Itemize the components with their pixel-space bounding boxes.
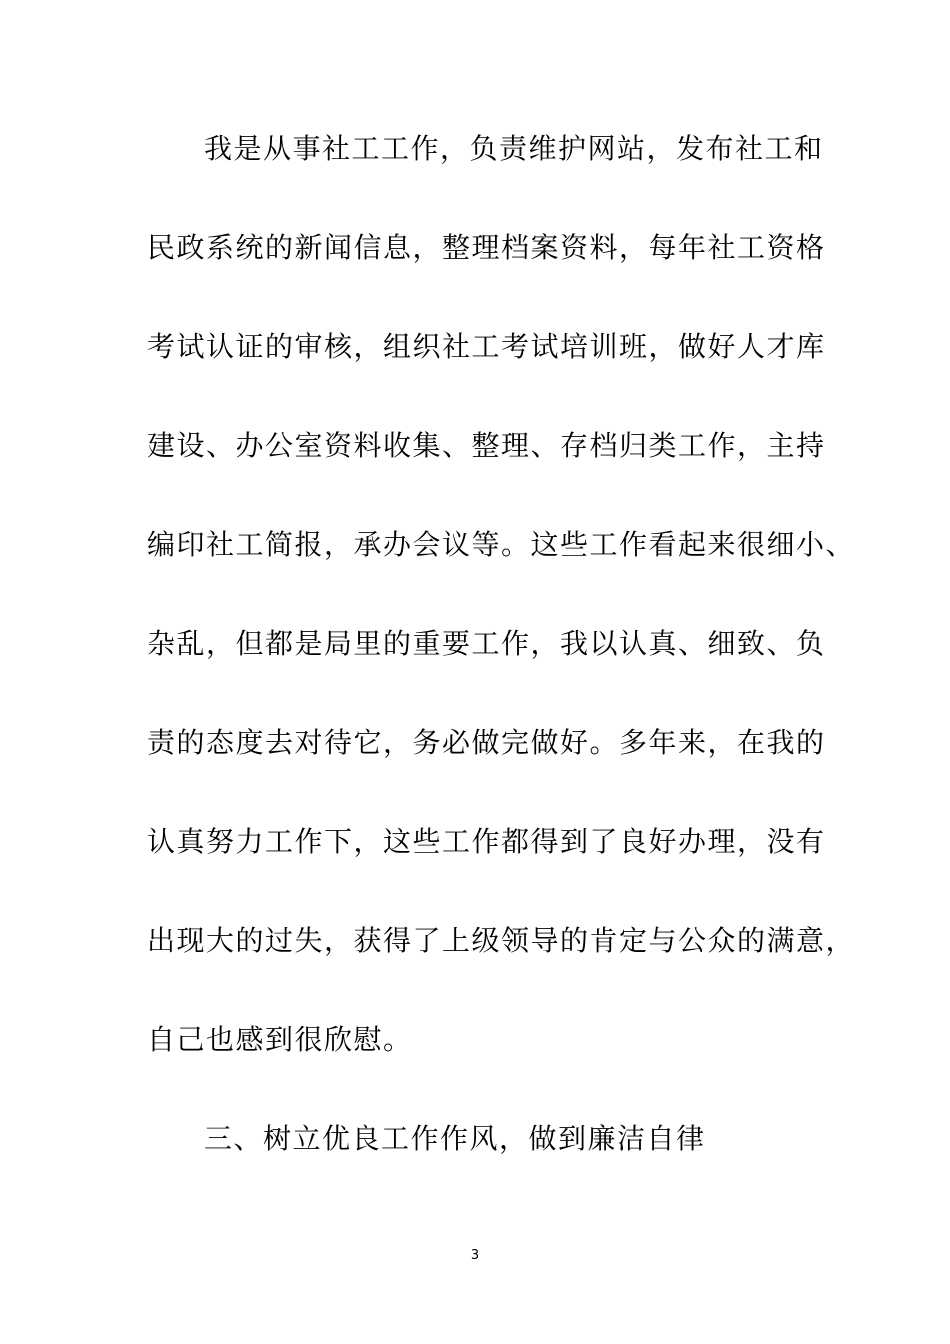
body-line-5: 编印社工简报，承办会议等。这些工作看起来很细小、	[147, 528, 856, 561]
body-line-8: 认真努力工作下，这些工作都得到了良好办理，没有	[147, 825, 826, 858]
body-line-3: 考试认证的审核，组织社工考试培训班，做好人才库	[147, 330, 826, 363]
body-line-4: 建设、办公室资料收集、整理、存档归类工作，主持	[147, 429, 826, 462]
body-line-10: 自己也感到很欣慰。	[147, 1023, 413, 1056]
body-line-1: 我是从事社工工作，负责维护网站，发布社工和	[204, 132, 824, 165]
section-heading: 三、树立优良工作作风，做到廉洁自律	[204, 1122, 706, 1155]
body-line-2: 民政系统的新闻信息，整理档案资料，每年社工资格	[147, 231, 826, 264]
body-line-7: 责的态度去对待它，务必做完做好。多年来，在我的	[147, 726, 826, 759]
page-number: 3	[470, 1248, 480, 1263]
body-line-6: 杂乱，但都是局里的重要工作，我以认真、细致、负	[147, 627, 826, 660]
body-line-9: 出现大的过失，获得了上级领导的肯定与公众的满意，	[147, 924, 856, 957]
